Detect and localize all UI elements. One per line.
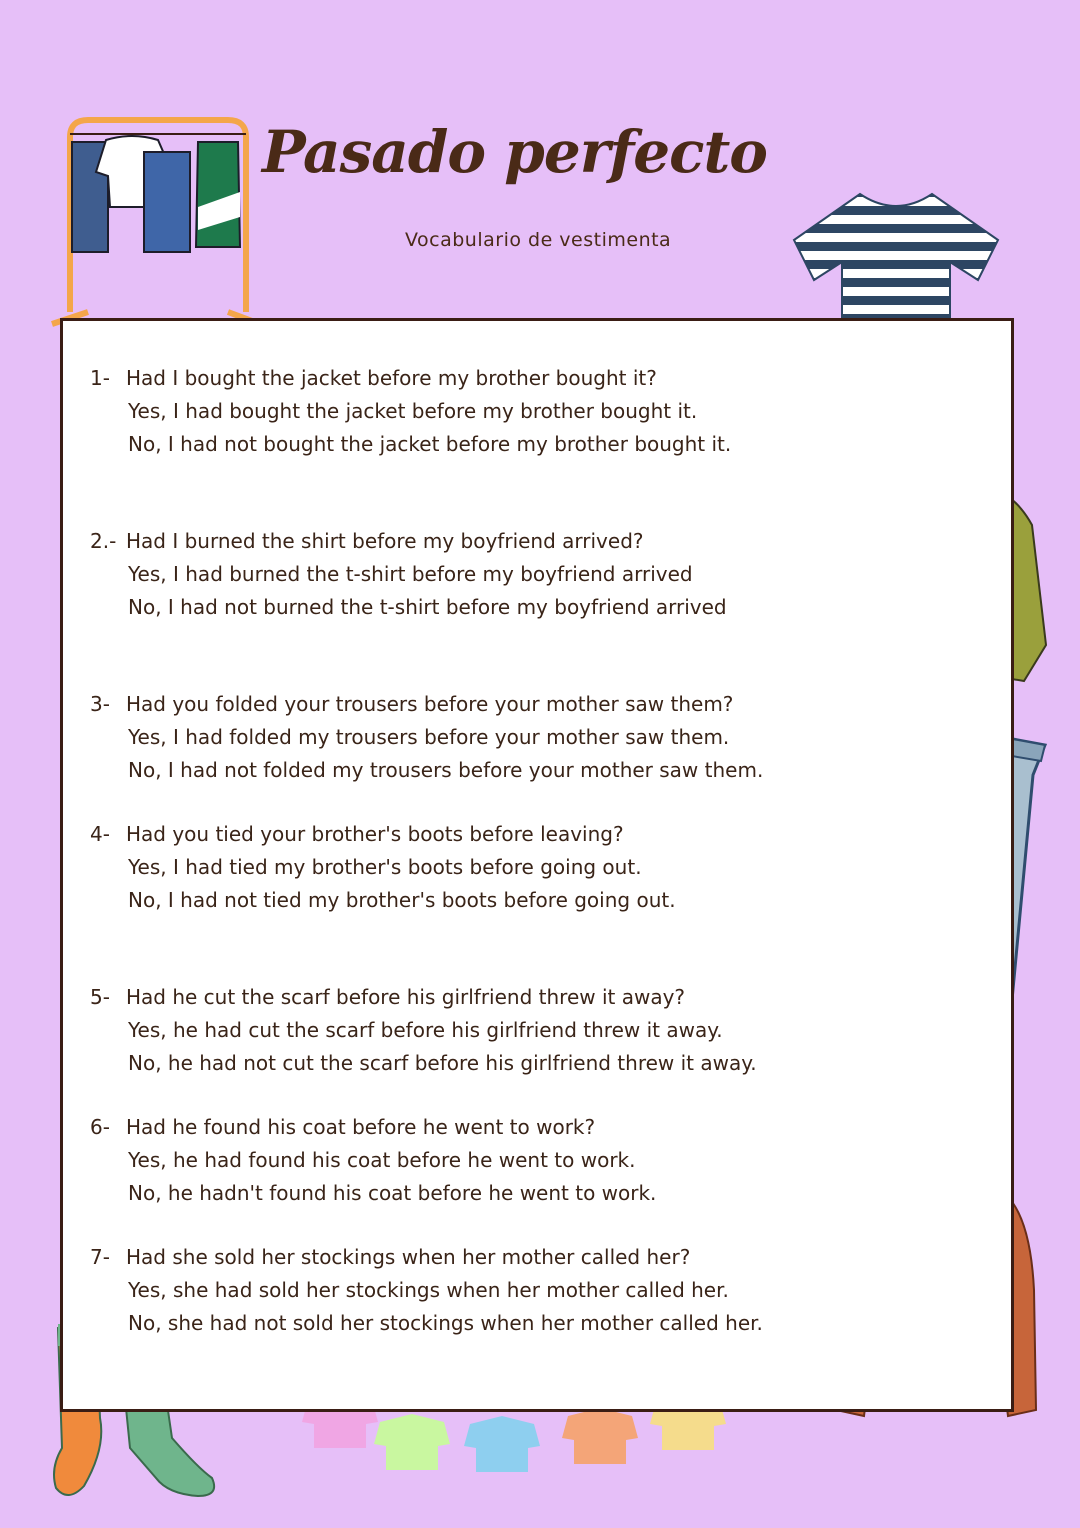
qa-item-5 <box>90 981 757 1080</box>
no-answer: No, I had not bought the jacket before my brother bought it. <box>128 432 732 456</box>
item-number: 6- <box>90 1115 110 1139</box>
question-text: Had he cut the scarf before his girlfriend threw it away? <box>126 985 686 1009</box>
qa-item-3 <box>90 688 763 787</box>
no-answer: No, he hadn't found his coat before he went to work. <box>128 1181 657 1205</box>
qa-item-6 <box>90 1111 656 1210</box>
yes-answer: Yes, I had tied my brother's boots before going out. <box>128 855 642 879</box>
qa-item-1 <box>90 362 731 461</box>
question-text: Had you tied your brother's boots before leaving? <box>126 822 624 846</box>
yes-answer: Yes, he had cut the scarf before his girlfriend threw it away. <box>128 1018 723 1042</box>
qa-item-7 <box>90 1241 763 1340</box>
qa-item-4 <box>90 818 676 917</box>
qa-item-2 <box>90 525 727 624</box>
yes-answer: Yes, I had burned the t-shirt before my boyfriend arrived <box>128 562 693 586</box>
item-number: 3- <box>90 692 110 716</box>
page-title: Pasado perfecto <box>262 118 767 186</box>
yes-answer: Yes, he had found his coat before he went to work. <box>128 1148 636 1172</box>
question-text: Had I burned the shirt before my boyfriend arrived? <box>126 529 644 553</box>
question-text: Had she sold her stockings when her mother called her? <box>126 1245 691 1269</box>
no-answer: No, I had not burned the t-shirt before my boyfriend arrived <box>128 595 727 619</box>
item-number: 7- <box>90 1245 110 1269</box>
item-number: 2.- <box>90 529 117 553</box>
page-subtitle: Vocabulario de vestimenta <box>405 229 672 251</box>
question-text: Had you folded your trousers before your mother saw them? <box>126 692 734 716</box>
item-number: 4- <box>90 822 110 846</box>
no-answer: No, I had not tied my brother's boots before going out. <box>128 888 676 912</box>
question-text: Had he found his coat before he went to work? <box>126 1115 596 1139</box>
clothes-rack-icon <box>48 112 263 327</box>
no-answer: No, I had not folded my trousers before your mother saw them. <box>128 758 764 782</box>
yes-answer: Yes, she had sold her stockings when her mother called her. <box>128 1278 729 1302</box>
no-answer: No, he had not cut the scarf before his girlfriend threw it away. <box>128 1051 757 1075</box>
item-number: 1- <box>90 366 110 390</box>
yes-answer: Yes, I had folded my trousers before your mother saw them. <box>128 725 730 749</box>
item-number: 5- <box>90 985 110 1009</box>
question-text: Had I bought the jacket before my brother bought it? <box>126 366 657 390</box>
no-answer: No, she had not sold her stockings when her mother called her. <box>128 1311 763 1335</box>
yes-answer: Yes, I had bought the jacket before my brother bought it. <box>128 399 698 423</box>
